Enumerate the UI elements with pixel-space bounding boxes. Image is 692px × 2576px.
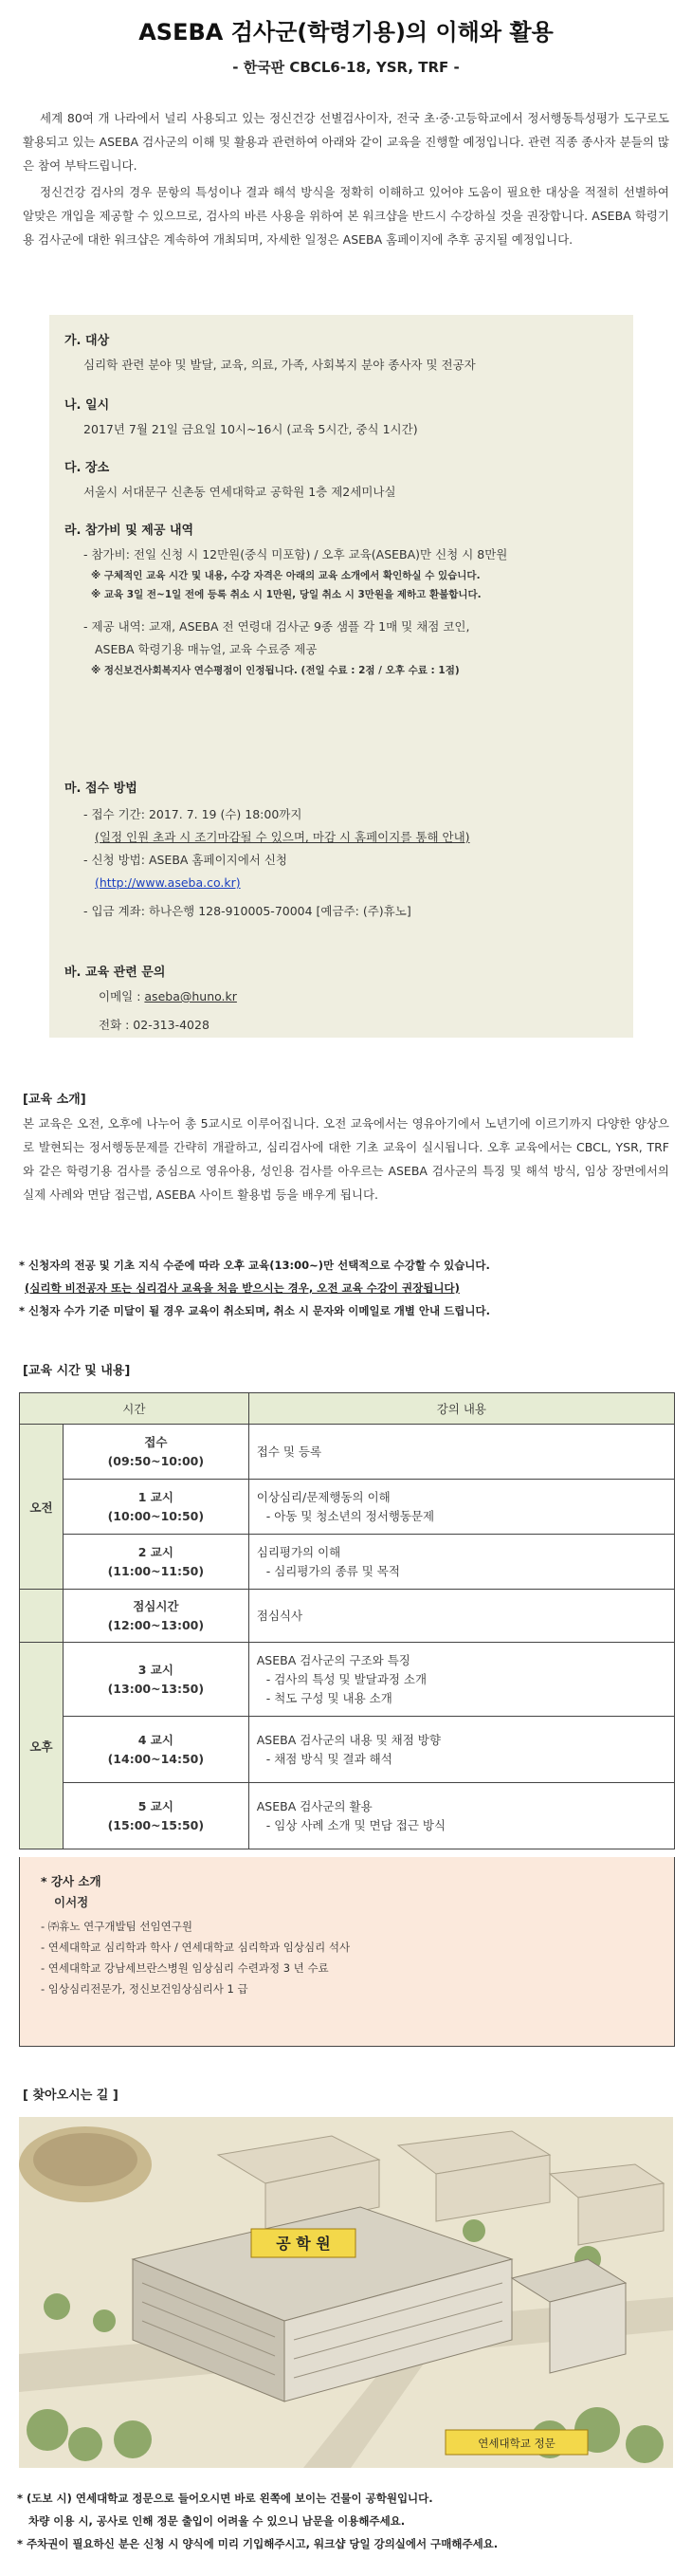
fee-line: - 참가비: 전일 신청 시 12만원(중식 미포함) / 오후 교육(ASEBA)만 신청 시 8만원 [83,547,508,561]
map-heading: [ 찾아오시는 길 ] [23,2088,118,2103]
building-label: 공 학 원 [276,2235,331,2253]
lecturer-heading: * 강사 소개 [41,1874,101,1888]
aseba-homepage-link[interactable]: (http://www.aseba.co.kr) [95,875,241,890]
intro-text [23,106,669,254]
schedule-heading: [교육 시간 및 내용] [23,1364,131,1378]
bank-account: - 입금 계좌: 하나은행 128-910005-70004 [예금주: (주)휴노] [83,904,411,918]
session-time: (10:00~10:50) [107,1508,205,1523]
session-cell [63,1425,248,1480]
section-target [64,330,624,377]
lecturer-item: - 임상심리전문가, 정신보건임상심리사 1 급 [41,1982,248,1996]
apply-method: - 신청 방법: ASEBA 홈페이지에서 신청 [83,853,287,867]
section-body: 심리학 관련 분야 및 발달, 교육, 의료, 가족, 사회복지 분야 종사자 및 전공자 [83,358,476,372]
session-name: 3 교시 [137,1662,173,1677]
section-heading: 라. 참가비 및 제공 내역 [64,524,194,538]
campus-map [19,2117,673,2468]
session-time: (11:00~11:50) [107,1563,205,1578]
map-note: 차량 이용 시, 공사로 인해 정문 출입이 어려울 수 있으니 남문을 이용해주세요. [28,2514,406,2528]
content-cell [248,1480,674,1535]
section-heading: 가. 대상 [64,334,110,348]
lecturer-item: - ㈜휴노 연구개발팀 선임연구원 [41,1920,192,1933]
apply-period-note [64,826,624,849]
section-contact [64,962,624,1037]
content-sub: - 임상 사례 소개 및 면담 접근 방식 [265,1817,446,1832]
session-name: 1 교시 [137,1489,173,1504]
session-name: 접수 [144,1434,168,1449]
content-title: ASEBA 검사군의 활용 [256,1798,373,1813]
lecturer-name: 이서정 [54,1895,89,1909]
content-title: ASEBA 검사군의 구조와 특징 [256,1652,410,1667]
section-date [64,395,624,441]
section-body: 서울시 서대문구 신촌동 연세대학교 공학원 1층 제2세미나실 [83,485,396,499]
session-name: 4 교시 [137,1732,173,1747]
about-note: * 신청자의 전공 및 기초 지식 수준에 따라 오후 교육(13:00~)만 선택적으로 수강할 수 있습니다. [19,1259,490,1272]
content-cell [248,1783,674,1849]
lecturer-list [41,1916,350,1999]
email-label: 이메일 : [99,989,145,1003]
info-box [49,315,633,1038]
session-time: (09:50~10:00) [107,1453,205,1468]
session-cell [63,1535,248,1590]
session-name: 점심시간 [133,1598,179,1613]
content-title: 심리평가의 이해 [256,1544,341,1559]
map-note: * (도보 시) 연세대학교 정문으로 들어오시면 바로 왼쪽에 보이는 건물이 공학원입니다. [17,2492,433,2505]
provide-line: - 제공 내역: 교재, ASEBA 전 연령대 검사군 9종 샘플 각 1매 및 채점 코인, [83,619,470,634]
intro-paragraph: 세계 80여 개 나라에서 널리 사용되고 있는 정신건강 선별검사이자, 전국 초·중·고등학교에서 정서행동특성평가 도구로도 활용되고 있는 ASEBA 검사군의 이해 및 활용과 관련하여 아래와 같이 교육을 진행할 예정입니다. 관련 직종 종사자 분들의 많은 참여 부탁드립니다. [23,111,669,173]
period-lunch-blank [20,1590,64,1643]
section-body: 2017년 7월 21일 금요일 10시~16시 (교육 5시간, 중식 1시간) [83,422,418,436]
content-sub: - 척도 구성 및 내용 소개 [265,1690,392,1705]
lecturer-item: - 연세대학교 심리학과 학사 / 연세대학교 심리학과 임상심리 석사 [41,1941,351,1954]
content-cell [248,1425,674,1480]
map-note: * 주차권이 필요하신 분은 신청 시 양식에 미리 기입해주시고, 워크샵 당일 강의실에서 구매해주세요. [17,2537,499,2550]
contact-phone: 전화 : 02-313-4028 [99,1018,209,1032]
content-sub: - 채점 방식 및 결과 해석 [265,1751,392,1766]
content-sub: - 아동 및 청소년의 정서행동문제 [265,1508,435,1523]
content-title: ASEBA 검사군의 내용 및 채점 방향 [256,1732,441,1747]
content-sub: - 검사의 특성 및 발달과정 소개 [265,1671,428,1686]
section-heading: 나. 일시 [64,398,110,413]
session-time: (14:00~14:50) [107,1751,205,1766]
section-place [64,457,624,504]
section-apply [64,778,624,923]
apply-period-note-text: (일정 인원 초과 시 조기마감될 수 있으며, 마감 시 홈페이지를 통해 안내) [95,830,470,844]
about-note [19,1277,673,1299]
about-text: 본 교육은 오전, 오후에 나누어 총 5교시로 이루어집니다. 오전 교육에서는 영유아기에서 노년기에 이르기까지 다양한 양상으로 발현되는 정서행동문제를 간략히 개괄하고, 심리검사에 대한 기초 교육이 실시됩니다. 오후 교육에서는 CBCL, YSR, TRF와 같은 학령기용 검사를 중심으로 영유아용, 성인용 검사를 아우르는 ASEBA 검사군의 특징 및 해석 방식, 임상 장면에서의 실제 사례와 면담 접근법, ASEBA 사이트 활용법 등을 배우게 됩니다. [23,1116,669,1202]
session-cell [63,1643,248,1717]
content-title: 이상심리/문제행동의 이해 [256,1489,391,1504]
intro-paragraph: 정신건강 검사의 경우 문항의 특성이나 결과 해석 방식을 정확히 이해하고 있어야 도움이 필요한 대상을 적절히 선별하여 알맞은 개입을 제공할 수 있으므로, 검사의 바른 사용을 위하여 본 워크샵을 반드시 수강하실 것을 권장합니다. ASEBA 학령기용 검사군에 대한 워크샵은 계속하여 개최되며, 자세한 일정은 ASEBA 홈페이지에 추후 공지될 예정입니다. [23,185,669,247]
campus-map-illustration [19,2117,673,2468]
session-time: (15:00~15:50) [107,1817,205,1832]
content-cell [248,1717,674,1783]
session-time: (12:00~13:00) [107,1617,205,1632]
content-cell [248,1643,674,1717]
fee-note: ※ 교육 3일 전~1일 전에 등록 취소 시 1만원, 당일 취소 시 3만원을 제하고 환불합니다. [91,589,482,600]
col-header-time: 시간 [20,1393,249,1425]
section-heading: 바. 교육 관련 문의 [64,966,166,980]
email-link[interactable]: aseba@huno.kr [144,989,237,1003]
section-heading: 마. 접수 방법 [64,782,137,796]
period-pm: 오후 [20,1643,64,1849]
session-cell [63,1717,248,1783]
provide-line: ASEBA 학령기용 매뉴얼, 교육 수료증 제공 [95,642,318,656]
content-cell [248,1535,674,1590]
section-heading: 다. 장소 [64,461,110,475]
lecturer-box [19,1857,675,2047]
fee-note: ※ 정신보건사회복지사 연수평점이 인정됩니다. (전일 수료 : 2점 / 오후 수료 : 1점) [91,665,460,676]
session-cell [63,1480,248,1535]
page-title: ASEBA 검사군(학령기용)의 이해와 활용 [138,19,554,46]
session-time: (13:00~13:50) [107,1681,205,1696]
col-header-content: 강의 내용 [248,1393,674,1425]
section-fee [64,520,624,680]
schedule-table [19,1392,675,1849]
about-heading: [교육 소개] [23,1093,86,1107]
fee-note: ※ 구체적인 교육 시간 및 내용, 수강 자격은 아래의 교육 소개에서 확인하실 수 있습니다. [91,570,481,581]
map-notes [17,2487,681,2555]
session-cell [63,1783,248,1849]
period-am: 오전 [20,1425,64,1590]
content-cell [248,1590,674,1643]
about-notes [19,1254,673,1322]
session-name: 2 교시 [137,1544,173,1559]
page-subtitle: - 한국판 CBCL6-18, YSR, TRF - [232,59,460,76]
apply-period: - 접수 기간: 2017. 7. 19 (수) 18:00까지 [83,807,302,821]
lecturer-item: - 연세대학교 강남세브란스병원 임상심리 수련과정 3 년 수료 [41,1961,329,1975]
contact-email-row [64,985,624,1008]
session-cell [63,1590,248,1643]
content-sub: - 심리평가의 종류 및 목적 [265,1563,400,1578]
about-note: * 신청자 수가 기준 미달이 될 경우 교육이 취소되며, 취소 시 문자와 이메일로 개별 안내 드립니다. [19,1304,490,1317]
content-title: 접수 및 등록 [256,1444,322,1459]
apply-url-row [64,872,624,894]
about-note-text: (심리학 비전공자 또는 심리검사 교육을 처음 받으시는 경우, 오전 교육 수강이 권장됩니다) [25,1281,460,1295]
content-title: 점심식사 [256,1608,303,1623]
session-name: 5 교시 [137,1798,173,1813]
gate-label: 연세대학교 정문 [478,2437,555,2450]
